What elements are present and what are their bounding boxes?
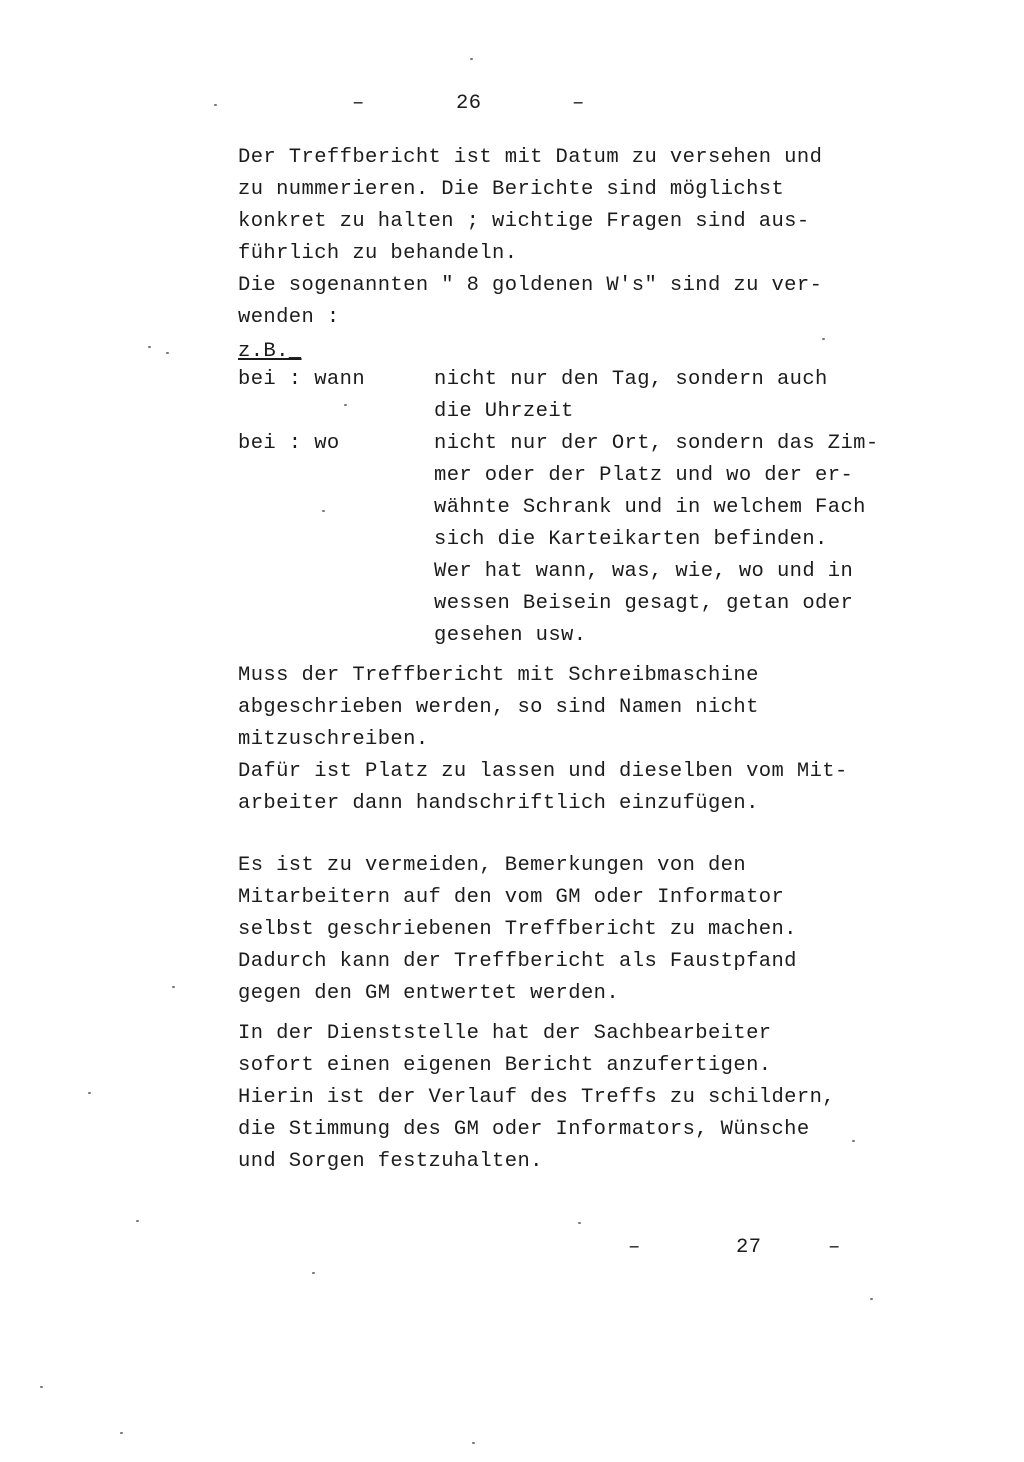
scan-speck [40, 1386, 43, 1388]
text-line: abgeschrieben werden, so sind Namen nicht [238, 696, 759, 719]
scan-speck [322, 510, 325, 512]
example-text-wann [434, 364, 828, 428]
text-line: Hierin ist der Verlauf des Treffs zu schildern, [238, 1086, 835, 1109]
scan-speck [344, 404, 347, 406]
footer-dash-right: – [828, 1236, 841, 1259]
scan-speck [120, 1432, 123, 1434]
scan-speck [88, 1092, 91, 1094]
text-line: Mitarbeitern auf den vom GM oder Informator [238, 886, 785, 909]
text-line: Es ist zu vermeiden, Bemerkungen von den [238, 854, 747, 877]
paragraph-3 [238, 850, 797, 1010]
scan-speck [472, 1442, 475, 1444]
text-line: In der Dienststelle hat der Sachbearbeiter [238, 1022, 772, 1045]
text-line: mer oder der Platz und wo der er- [434, 464, 854, 487]
text-line: Wer hat wann, was, wie, wo und in [434, 560, 854, 583]
text-line: wessen Beisein gesagt, getan oder [434, 592, 854, 615]
example-text-wo [434, 428, 879, 652]
page-number: 26 [456, 92, 482, 115]
page-footer [628, 1232, 848, 1266]
next-page-number: 27 [736, 1236, 762, 1259]
scan-speck [136, 1220, 139, 1222]
text-line: gesehen usw. [434, 624, 587, 647]
text-line: führlich zu behandeln. [238, 242, 518, 265]
text-line: Dadurch kann der Treffbericht als Faustpfand [238, 950, 797, 973]
text-line: sofort einen eigenen Bericht anzufertigen. [238, 1054, 772, 1077]
scan-speck [312, 1272, 315, 1274]
scan-speck [870, 1298, 873, 1300]
text-line: konkret zu halten ; wichtige Fragen sind aus- [238, 210, 810, 233]
header-dash-left: – [352, 92, 365, 115]
footer-dash-left: – [628, 1236, 641, 1259]
example-label-wann: bei : wann [238, 368, 366, 391]
example-label-wo: bei : wo [238, 432, 340, 455]
text-line: wenden : [238, 306, 340, 329]
scan-speck [214, 104, 217, 106]
text-line: sich die Karteikarten befinden. [434, 528, 828, 551]
scan-speck [470, 58, 473, 60]
text-line: selbst geschriebenen Treffbericht zu machen. [238, 918, 797, 941]
scan-speck [578, 1222, 581, 1224]
paragraph-4 [238, 1018, 835, 1178]
text-line: nicht nur den Tag, sondern auch [434, 368, 828, 391]
scan-speck [148, 346, 151, 348]
example-heading: z.B._ [238, 340, 302, 363]
text-line: Der Treffbericht ist mit Datum zu versehen und [238, 146, 823, 169]
header-dash-right: – [572, 92, 585, 115]
text-line: Muss der Treffbericht mit Schreibmaschine [238, 664, 759, 687]
text-line: Dafür ist Platz zu lassen und dieselben vom Mit- [238, 760, 848, 783]
text-line: zu nummerieren. Die Berichte sind möglichst [238, 178, 785, 201]
text-line: die Uhrzeit [434, 400, 574, 423]
scan-speck [822, 338, 825, 340]
text-line: wähnte Schrank und in welchem Fach [434, 496, 866, 519]
text-line: die Stimmung des GM oder Informators, Wünsche [238, 1118, 810, 1141]
text-line: und Sorgen festzuhalten. [238, 1150, 543, 1173]
text-line: arbeiter dann handschriftlich einzufügen. [238, 792, 759, 815]
scan-speck [166, 352, 169, 354]
page-header [352, 88, 592, 122]
paragraph-1 [238, 142, 822, 334]
scan-speck [172, 986, 175, 988]
scan-speck [852, 1140, 855, 1142]
text-line: nicht nur der Ort, sondern das Zim- [434, 432, 879, 455]
text-line: gegen den GM entwertet werden. [238, 982, 620, 1005]
text-line: Die sogenannten " 8 goldenen W's" sind zu ver- [238, 274, 823, 297]
paragraph-2 [238, 660, 848, 820]
text-line: mitzuschreiben. [238, 728, 429, 751]
